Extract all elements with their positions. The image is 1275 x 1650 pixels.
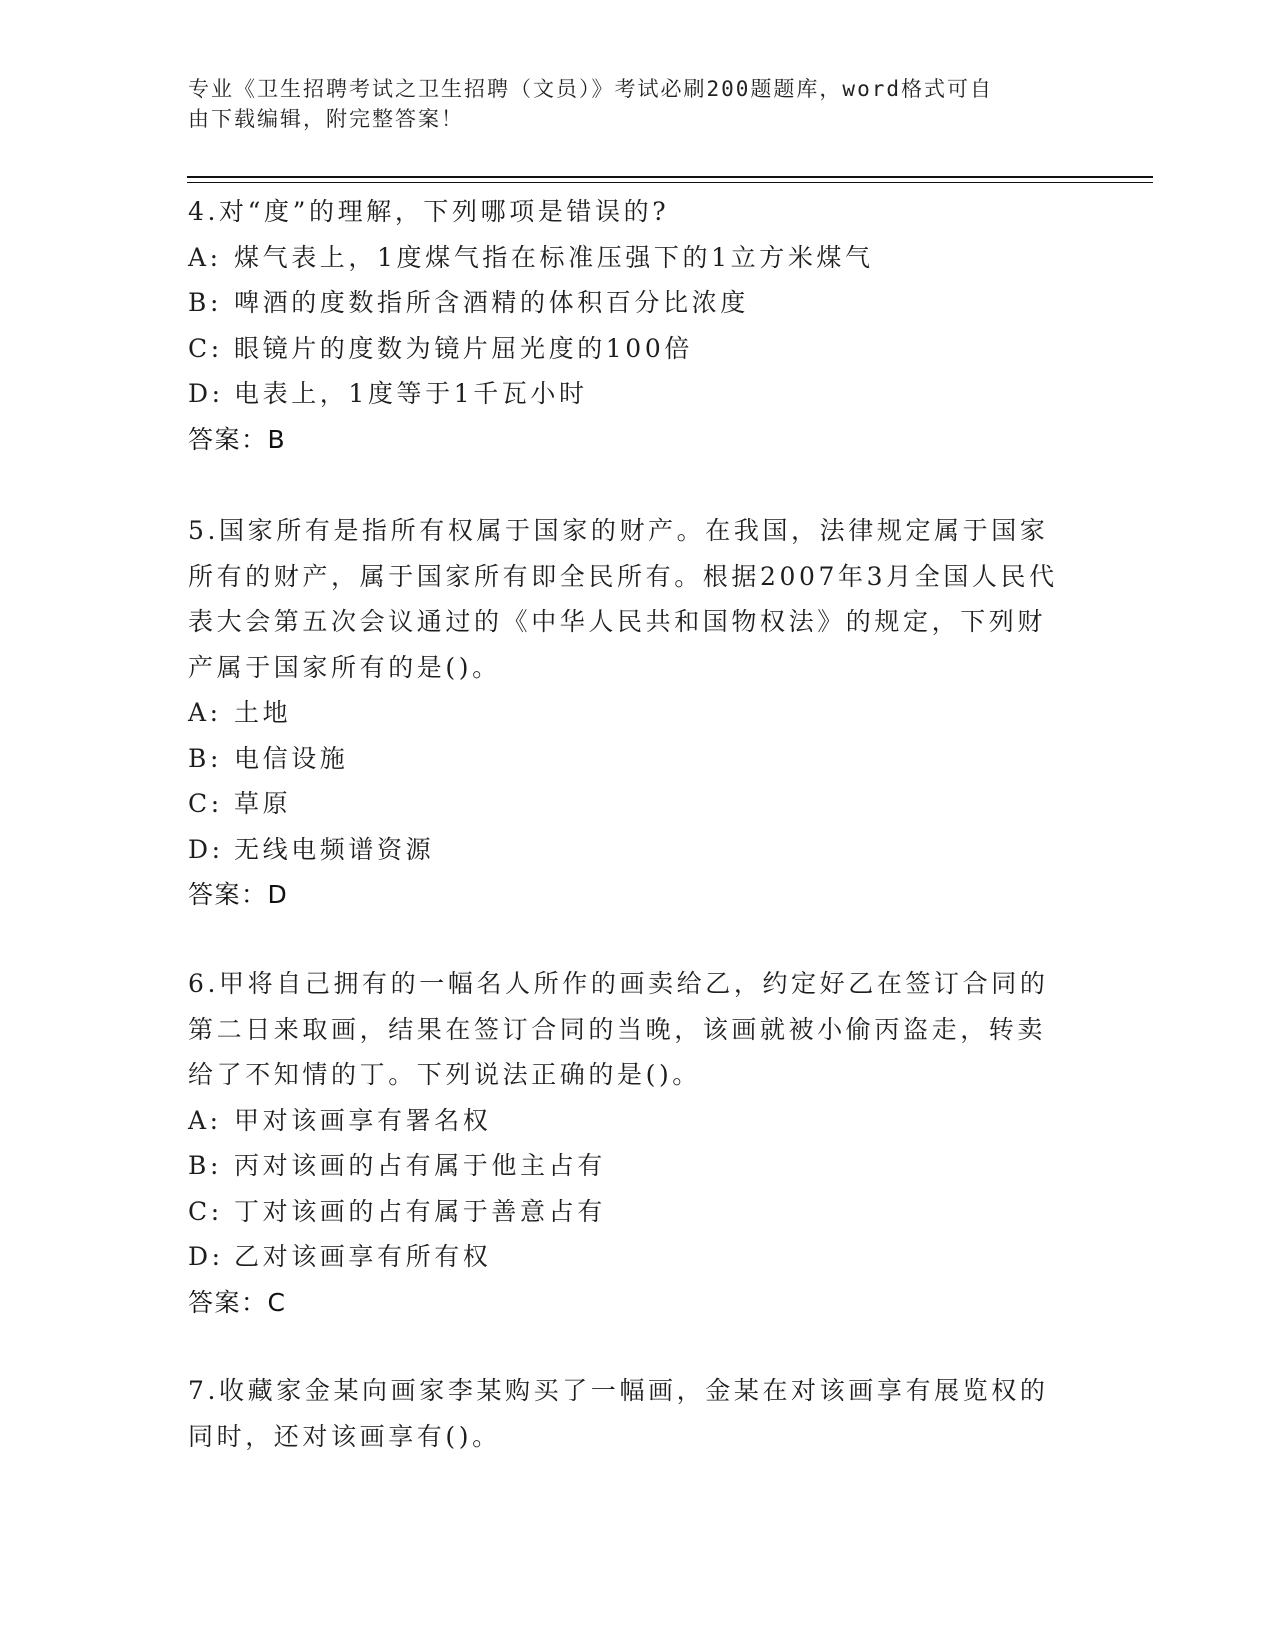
option-c (188, 781, 1068, 827)
header-line-1: 专业《卫生招聘考试之卫生招聘（文员）》考试必刷200题题库，word格式可自 (188, 77, 993, 101)
option-key: C: (188, 333, 223, 363)
question-4 (188, 189, 1068, 462)
option-key: A: (188, 698, 222, 727)
option-text: 电表上，1度等于1千瓦小时 (234, 379, 588, 408)
option-text: 眼镜片的度数为镜片屈光度的100倍 (234, 333, 693, 363)
question-stem: 7.收藏家金某向画家李某购买了一幅画，金某在对该画享有展览权的同时，还对该画享有()。 (188, 1376, 1049, 1451)
header-divider-thick (187, 176, 1153, 178)
question-7 (188, 1368, 1068, 1459)
option-a (188, 690, 1068, 736)
option-text: 丁对该画的占有属于善意占有 (234, 1196, 606, 1226)
answer-label: 答案：C (188, 1287, 287, 1317)
option-key: B: (188, 743, 222, 773)
option-key: D: (188, 379, 224, 408)
option-d (188, 371, 1068, 417)
document-header (188, 74, 1068, 134)
option-text: 土地 (234, 698, 292, 727)
option-text: 甲对该画享有署名权 (234, 1105, 492, 1135)
option-text: 电信设施 (234, 743, 349, 773)
option-text: 乙对该画享有所有权 (234, 1242, 492, 1271)
option-b (188, 1143, 1068, 1189)
option-key: B: (188, 1151, 222, 1180)
question-stem: 5.国家所有是指所有权属于国家的财产。在我国，法律规定属于国家所有的财产，属于国家所有即全民所有。根据2007年3月全国人民代表大会第五次会议通过的《中华人民共和国物权法》的规定，下列财产属于国家所有的是()。 (188, 516, 1058, 682)
option-c (188, 326, 1068, 372)
option-text: 无线电频谱资源 (234, 834, 435, 864)
option-key: C: (188, 789, 223, 818)
option-text: 草原 (234, 789, 292, 818)
header-divider-thin (187, 182, 1153, 183)
option-text: 煤气表上，1度煤气指在标准压强下的1立方米煤气 (234, 242, 874, 272)
question-stem: 4.对“度”的理解，下列哪项是错误的? (188, 197, 670, 226)
question-stem: 6.甲将自己拥有的一幅名人所作的画卖给乙，约定好乙在签订合同的第二日来取画，结果在签订合同的当晚，该画就被小偷丙盗走，转卖给了不知情的丁。下列说法正确的是()。 (188, 969, 1049, 1089)
answer-label: 答案：D (188, 880, 289, 909)
question-5 (188, 508, 1068, 918)
option-a (188, 1098, 1068, 1144)
option-b (188, 280, 1068, 326)
option-text: 丙对该画的占有属于他主占有 (234, 1151, 606, 1180)
option-text: 啤酒的度数指所含酒精的体积百分比浓度 (234, 288, 749, 317)
header-line-2: 由下载编辑，附完整答案！ (188, 107, 464, 131)
option-b (188, 736, 1068, 782)
question-6 (188, 961, 1068, 1325)
option-key: A: (188, 242, 222, 272)
option-a (188, 235, 1068, 281)
answer-label: 答案：B (188, 424, 287, 454)
option-key: B: (188, 288, 222, 317)
option-c (188, 1189, 1068, 1235)
option-key: A: (188, 1105, 222, 1135)
option-d (188, 827, 1068, 873)
option-d (188, 1234, 1068, 1280)
option-key: D: (188, 1242, 224, 1271)
option-key: C: (188, 1196, 223, 1226)
option-key: D: (188, 834, 224, 864)
